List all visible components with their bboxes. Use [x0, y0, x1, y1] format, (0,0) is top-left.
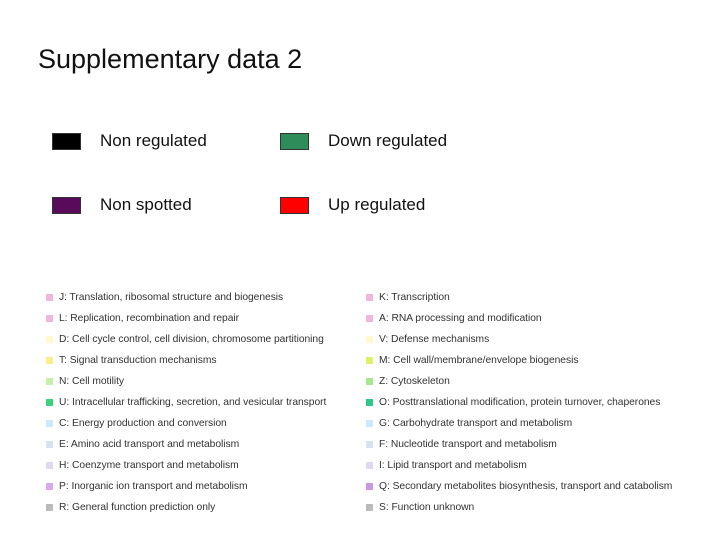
category-label: R: General function prediction only — [59, 502, 216, 513]
category-item — [46, 476, 326, 497]
category-label: S: Function unknown — [379, 502, 475, 513]
category-list-left — [46, 287, 326, 518]
legend-label: Down regulated — [328, 131, 448, 150]
category-label: O: Posttranslational modification, protein turnover, chaperones — [379, 397, 661, 408]
category-item — [366, 497, 672, 518]
category-label: A: RNA processing and modification — [379, 313, 542, 324]
category-label: H: Coenzyme transport and metabolism — [59, 460, 239, 471]
category-color-swatch — [366, 462, 373, 469]
category-color-swatch — [46, 504, 53, 511]
category-item — [46, 434, 326, 455]
legend-label: Up regulated — [328, 195, 426, 214]
category-list-right — [366, 287, 672, 518]
category-color-swatch — [46, 483, 53, 490]
category-color-swatch — [46, 315, 53, 322]
category-item — [366, 350, 672, 371]
category-item — [46, 287, 326, 308]
category-color-swatch — [366, 294, 373, 301]
category-color-swatch — [46, 399, 53, 406]
category-item — [366, 287, 672, 308]
category-color-swatch — [366, 336, 373, 343]
legend-swatch — [280, 197, 309, 214]
category-color-swatch — [46, 336, 53, 343]
category-color-swatch — [46, 462, 53, 469]
category-label: C: Energy production and conversion — [59, 418, 227, 429]
legend-item-non-regulated — [52, 131, 207, 151]
category-color-swatch — [366, 399, 373, 406]
category-label: D: Cell cycle control, cell division, chromosome partitioning — [59, 334, 324, 345]
category-color-swatch — [46, 420, 53, 427]
legend-item-non-spotted — [52, 195, 192, 215]
category-item — [366, 371, 672, 392]
category-item — [366, 455, 672, 476]
legend-item-up-regulated — [280, 195, 425, 215]
category-label: F: Nucleotide transport and metabolism — [379, 439, 557, 450]
page-title: Supplementary data 2 — [38, 44, 303, 74]
category-color-swatch — [366, 357, 373, 364]
category-label: U: Intracellular trafficking, secretion, and vesicular transport — [59, 397, 327, 408]
legend-swatch — [280, 133, 309, 150]
category-item — [46, 371, 326, 392]
category-color-swatch — [46, 441, 53, 448]
category-label: Z: Cytoskeleton — [379, 376, 450, 387]
category-color-swatch — [366, 504, 373, 511]
category-item — [366, 329, 672, 350]
category-color-swatch — [366, 483, 373, 490]
category-color-swatch — [366, 378, 373, 385]
legend-label: Non regulated — [100, 131, 207, 150]
category-item — [366, 392, 672, 413]
category-item — [366, 476, 672, 497]
category-color-swatch — [366, 315, 373, 322]
category-label: K: Transcription — [379, 292, 450, 303]
category-item — [46, 350, 326, 371]
category-item — [46, 497, 326, 518]
category-label: J: Translation, ribosomal structure and biogenesis — [59, 292, 284, 303]
legend-item-down-regulated — [280, 131, 447, 151]
category-color-swatch — [46, 294, 53, 301]
category-item — [366, 308, 672, 329]
category-label: E: Amino acid transport and metabolism — [59, 439, 240, 450]
category-item — [46, 413, 326, 434]
category-color-swatch — [366, 441, 373, 448]
category-label: Q: Secondary metabolites biosynthesis, transport and catabolism — [379, 481, 673, 492]
legend-swatch — [52, 133, 81, 150]
category-item — [366, 434, 672, 455]
category-color-swatch — [46, 357, 53, 364]
category-label: N: Cell motility — [59, 376, 124, 387]
category-item — [46, 308, 326, 329]
category-label: V: Defense mechanisms — [379, 334, 490, 345]
category-label: P: Inorganic ion transport and metabolism — [59, 481, 248, 492]
category-label: M: Cell wall/membrane/envelope biogenesis — [379, 355, 579, 366]
category-item — [46, 392, 326, 413]
category-label: I: Lipid transport and metabolism — [379, 460, 527, 471]
category-color-swatch — [46, 378, 53, 385]
category-label: T: Signal transduction mechanisms — [59, 355, 217, 366]
category-item — [46, 329, 326, 350]
category-color-swatch — [366, 420, 373, 427]
category-item — [46, 455, 326, 476]
legend-label: Non spotted — [100, 195, 192, 214]
category-label: G: Carbohydrate transport and metabolism — [379, 418, 573, 429]
legend-swatch — [52, 197, 81, 214]
category-item — [366, 413, 672, 434]
category-label: L: Replication, recombination and repair — [59, 313, 240, 324]
